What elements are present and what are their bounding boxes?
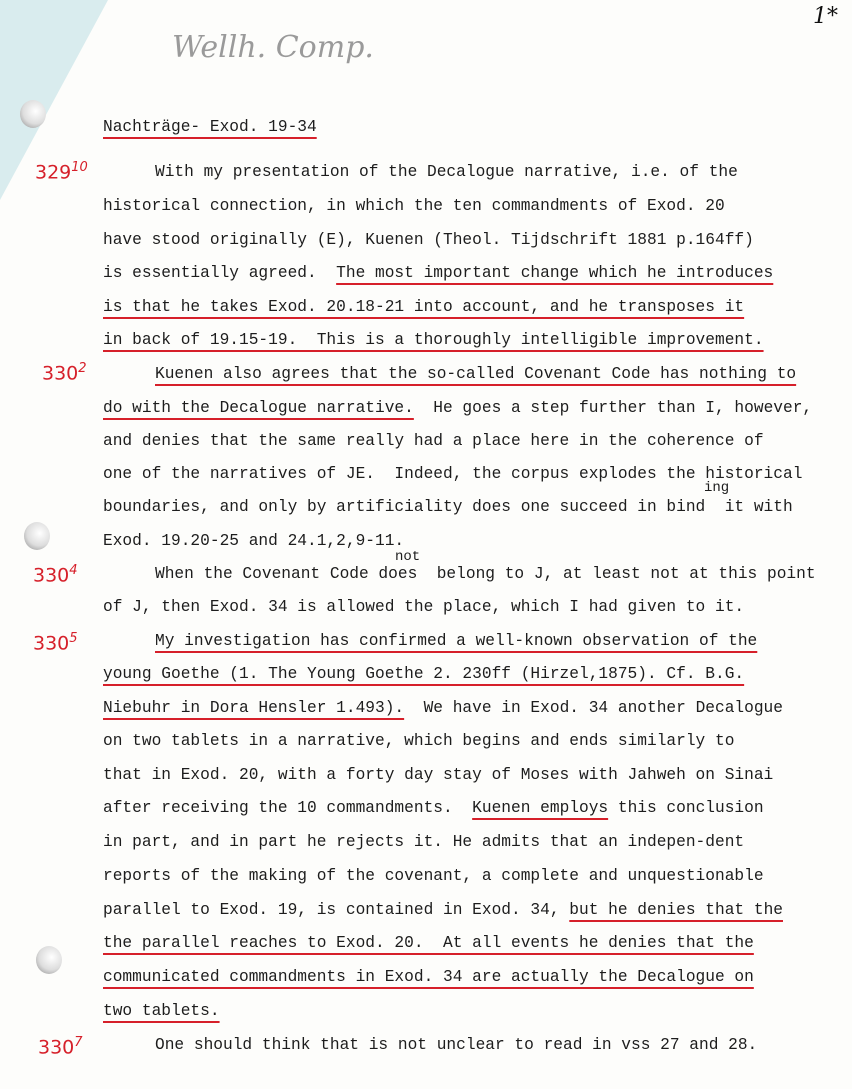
text-segment: in part, and in part he rejects it. He admits that an indepen-dent bbox=[103, 833, 745, 851]
text-line bbox=[103, 1001, 220, 1021]
text-line bbox=[155, 631, 757, 651]
underlined-text: the parallel reaches to Exod. 20. At all events he denies that the bbox=[103, 934, 754, 952]
text-line bbox=[155, 1035, 757, 1055]
text-segment: that in Exod. 20, with a forty day stay of Moses with Jahweh on Sinai bbox=[103, 766, 774, 784]
punch-hole bbox=[36, 946, 62, 974]
underlined-text: My investigation has confirmed a well-known observation of the bbox=[155, 632, 758, 650]
underlined-text: is that he takes Exod. 20.18-21 into account, and he transposes it bbox=[103, 298, 745, 316]
text-segment: have stood originally (E), Kuenen (Theol. Tijdschrift 1881 p.164ff) bbox=[103, 231, 754, 249]
underlined-text: but he denies that the bbox=[569, 901, 783, 919]
underlined-text: do with the Decalogue narrative. bbox=[103, 399, 414, 417]
text-segment: boundaries, and only by artificiality does one succeed in bind it with bbox=[103, 498, 793, 516]
punch-hole bbox=[20, 100, 46, 128]
handwritten-note: Wellh. Comp. bbox=[172, 30, 374, 65]
text-line bbox=[103, 698, 783, 718]
text-line bbox=[103, 330, 764, 350]
margin-page-ref bbox=[33, 631, 78, 654]
text-segment: this conclusion bbox=[608, 799, 764, 817]
document-title: Nachträge- Exod. 19-34 bbox=[103, 118, 317, 136]
text-line bbox=[103, 398, 812, 418]
text-line bbox=[103, 263, 773, 283]
margin-ref-sup: 5 bbox=[69, 631, 78, 646]
margin-ref-base: 330 bbox=[38, 1036, 75, 1059]
text-line bbox=[103, 497, 793, 517]
text-line bbox=[103, 464, 802, 484]
text-line bbox=[103, 798, 764, 818]
page-mark: 1* bbox=[813, 4, 838, 29]
text-line bbox=[103, 832, 744, 852]
text-line bbox=[103, 297, 744, 317]
text-segment: one of the narratives of JE. Indeed, the corpus explodes the historical bbox=[103, 465, 803, 483]
underlined-text: Niebuhr in Dora Hensler 1.493). bbox=[103, 699, 405, 717]
text-line bbox=[155, 364, 796, 384]
margin-ref-base: 329 bbox=[35, 161, 72, 184]
text-segment: historical connection, in which the ten commandments of Exod. 20 bbox=[103, 197, 725, 215]
margin-ref-base: 330 bbox=[42, 362, 79, 385]
text-line bbox=[103, 597, 744, 617]
text-segment: of J, then Exod. 34 is allowed the place, which I had given to it. bbox=[103, 598, 745, 616]
insertion-ing: ing bbox=[704, 480, 730, 496]
text-segment: With my presentation of the Decalogue narrative, i.e. of the bbox=[155, 163, 738, 181]
text-segment: One should think that is not unclear to read in vss 27 and 28. bbox=[155, 1036, 758, 1054]
underlined-text: Kuenen also agrees that the so-called Covenant Code has nothing to bbox=[155, 365, 797, 383]
text-line bbox=[103, 765, 773, 785]
text-line bbox=[103, 531, 404, 551]
margin-ref-base: 330 bbox=[33, 632, 70, 655]
insertion-not: not bbox=[395, 549, 421, 565]
underlined-text: Kuenen employs bbox=[472, 799, 609, 817]
text-segment: He goes a step further than I, however, bbox=[413, 399, 813, 417]
text-segment: When the Covenant Code does belong to J, at least not at this point bbox=[155, 565, 816, 583]
margin-ref-sup: 4 bbox=[69, 563, 78, 578]
underlined-text: in back of 19.15-19. This is a thoroughly intelligible improvement. bbox=[103, 331, 764, 349]
margin-ref-base: 330 bbox=[33, 564, 70, 587]
text-segment: reports of the making of the covenant, a complete and unquestionable bbox=[103, 867, 764, 885]
margin-page-ref bbox=[42, 361, 87, 384]
text-segment: We have in Exod. 34 another Decalogue bbox=[404, 699, 783, 717]
margin-ref-sup: 7 bbox=[74, 1035, 83, 1050]
text-line bbox=[155, 564, 816, 584]
text-line bbox=[103, 967, 754, 987]
underlined-text: communicated commandments in Exod. 34 are actually the Decalogue on bbox=[103, 968, 754, 986]
text-line bbox=[103, 431, 764, 451]
underlined-text: two tablets. bbox=[103, 1002, 220, 1020]
text-line bbox=[155, 162, 738, 182]
text-segment: parallel to Exod. 19, is contained in Exod. 34, bbox=[103, 901, 570, 919]
text-line bbox=[103, 196, 725, 216]
underlined-text: young Goethe (1. The Young Goethe 2. 230ff (Hirzel,1875). Cf. B.G. bbox=[103, 665, 745, 683]
margin-ref-sup: 10 bbox=[71, 160, 88, 175]
text-segment: on two tablets in a narrative, which begins and ends similarly to bbox=[103, 732, 735, 750]
text-line bbox=[103, 230, 754, 250]
text-segment: after receiving the 10 commandments. bbox=[103, 799, 473, 817]
text-segment: Exod. 19.20-25 and 24.1,2,9-11. bbox=[103, 532, 405, 550]
text-line bbox=[103, 731, 734, 751]
underlined-text: The most important change which he introduces bbox=[336, 264, 774, 282]
text-segment: and denies that the same really had a place here in the coherence of bbox=[103, 432, 764, 450]
margin-ref-sup: 2 bbox=[78, 361, 87, 376]
margin-page-ref bbox=[38, 1035, 83, 1058]
text-line bbox=[103, 933, 754, 953]
margin-page-ref bbox=[33, 563, 78, 586]
text-line bbox=[103, 900, 783, 920]
text-line bbox=[103, 664, 744, 684]
text-segment: is essentially agreed. bbox=[103, 264, 337, 282]
text-line bbox=[103, 866, 764, 886]
margin-page-ref bbox=[35, 160, 88, 183]
punch-hole bbox=[24, 522, 50, 550]
